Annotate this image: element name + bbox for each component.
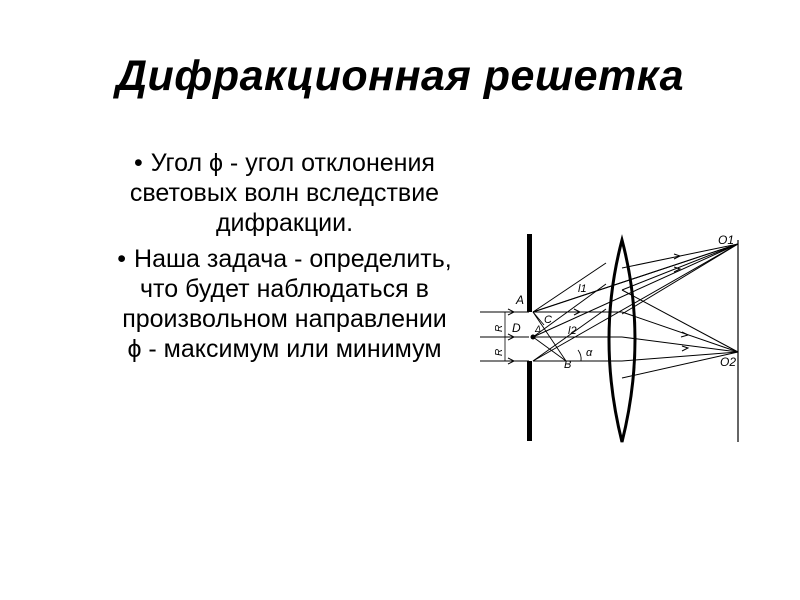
bullet-list (112, 148, 457, 370)
bullet-dot: • (134, 149, 143, 177)
label-a: A (516, 293, 525, 307)
label-b: B (564, 359, 572, 371)
bullet-item-task (112, 244, 457, 364)
grating-bar-bottom (527, 361, 532, 441)
bullet-text-angle: Угол ϕ - угол отклонения световых волн вследствие дифракции. (129, 149, 440, 237)
lens (609, 240, 635, 442)
diffraction-diagram (472, 228, 772, 448)
label-o1: O1 (718, 233, 735, 247)
label-c: C (544, 314, 552, 326)
label-l2: l2 (568, 325, 577, 337)
label-alpha: α (586, 347, 593, 359)
bullet-dot: • (117, 245, 127, 273)
label-d: D (512, 321, 521, 335)
label-r-lower: R (494, 348, 505, 356)
label-o2: O2 (720, 355, 737, 369)
grating-bar-top (527, 234, 532, 312)
label-delta: Δ (535, 324, 542, 334)
label-l1: l1 (578, 283, 587, 295)
label-r-upper: R (494, 324, 505, 332)
bullet-item-angle (112, 148, 457, 238)
bullet-text-task: Наша задача - определить, что будет наблюдаться в произвольном направлении ϕ - максимум или минимум (122, 245, 452, 363)
slide-title: Дифракционная решетка (115, 52, 685, 100)
